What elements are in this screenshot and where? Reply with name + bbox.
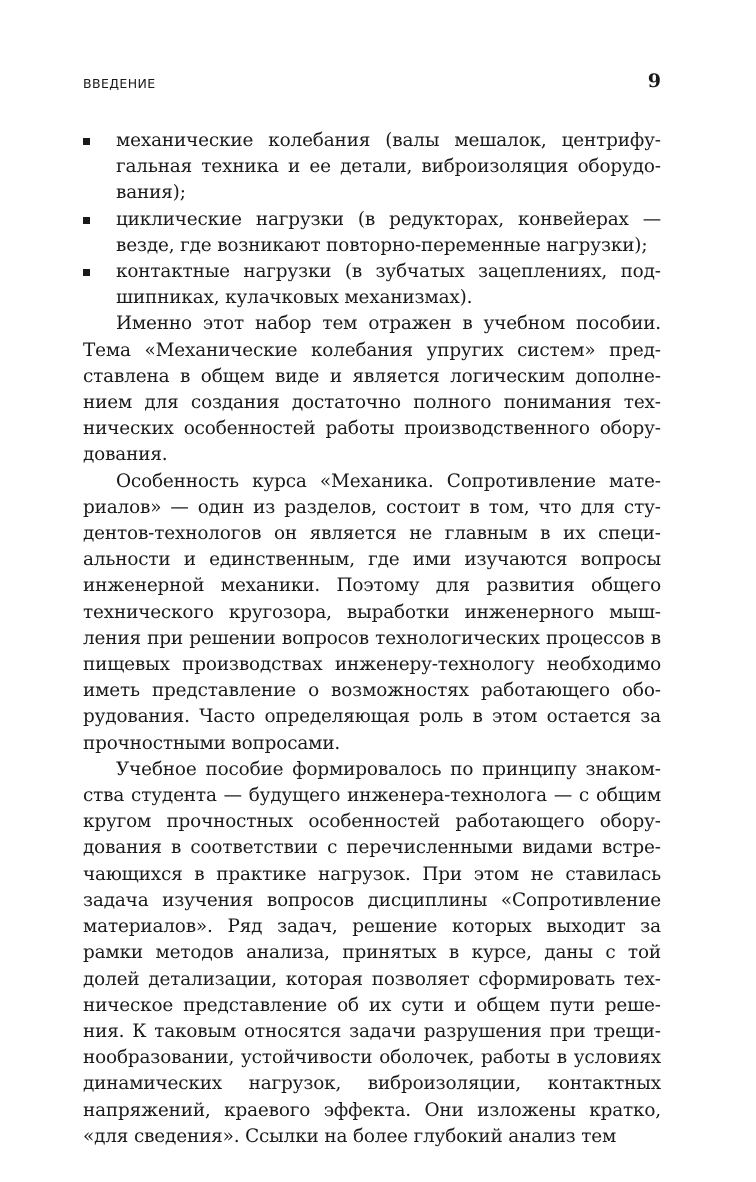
bullet-text: контактные нагрузки (в зубчатых зацеплениях, подшипниках, кулачковых механизмах). <box>116 261 661 309</box>
bullet-item <box>83 259 661 311</box>
section-title: ВВЕДЕНИЕ <box>83 76 156 91</box>
running-header <box>83 70 661 102</box>
square-bullet-icon <box>83 138 90 145</box>
bullet-text: циклические нагрузки (в редукторах, конвейерах — везде, где возникают повторно-переменные нагрузки); <box>116 208 661 256</box>
page-number: 9 <box>647 70 661 92</box>
body-text <box>83 128 661 1150</box>
bullet-item <box>83 207 661 259</box>
bullet-text: механические колебания (валы мешалок, центрифугальная техника и ее детали, виброизоляция оборудования); <box>116 130 661 204</box>
square-bullet-icon <box>83 217 90 224</box>
paragraph: Учебное пособие формировалось по принципу знакомства студента — будущего инженера-технолога — с общим кругом прочностных особенностей работающего оборудования в соответствии с перечисленными видами встречающихся в практике нагрузок. При этом не ставилась задача изучения вопросов дисциплины «Сопротивление материалов». Ряд задач, решение которых выходит за рамки методов анализа, принятых в курсе, даны с той долей детализации, которая позволяет сформировать техническое представление об их сути и общем пути решения. К таковым относятся задачи разрушения при трещинообразовании, устойчивости оболочек, работы в условиях динамических нагрузок, виброизоляции, контактных напряжений, краевого эффекта. Они изложены кратко, «для сведения». Ссылки на более глубокий анализ тем <box>83 758 661 1147</box>
bullet-item <box>83 128 661 207</box>
paragraph: Особенность курса «Механика. Сопротивление материалов» — один из разделов, состоит в том, что для студентов-технологов он является не главным в их специальности и единственным, где ими изучаются вопросы инженерной механики. Поэтому для развития общего технического кругозора, выработки инженерного мышления при решении вопросов технологических процессов в пищевых производствах инженеру-технологу необходимо иметь представление о возможностях работающего оборудования. Часто определяющая роль в этом остается за прочностными вопросами. <box>83 470 661 754</box>
bullet-list <box>83 128 661 311</box>
square-bullet-icon <box>83 269 90 276</box>
book-page <box>83 70 661 1150</box>
paragraph: Именно этот набор тем отражен в учебном пособии. Тема «Механические колебания упругих систем» представлена в общем виде и является логическим дополнением для создания достаточно полного понимания технических особенностей работы производственного оборудования. <box>83 313 661 466</box>
